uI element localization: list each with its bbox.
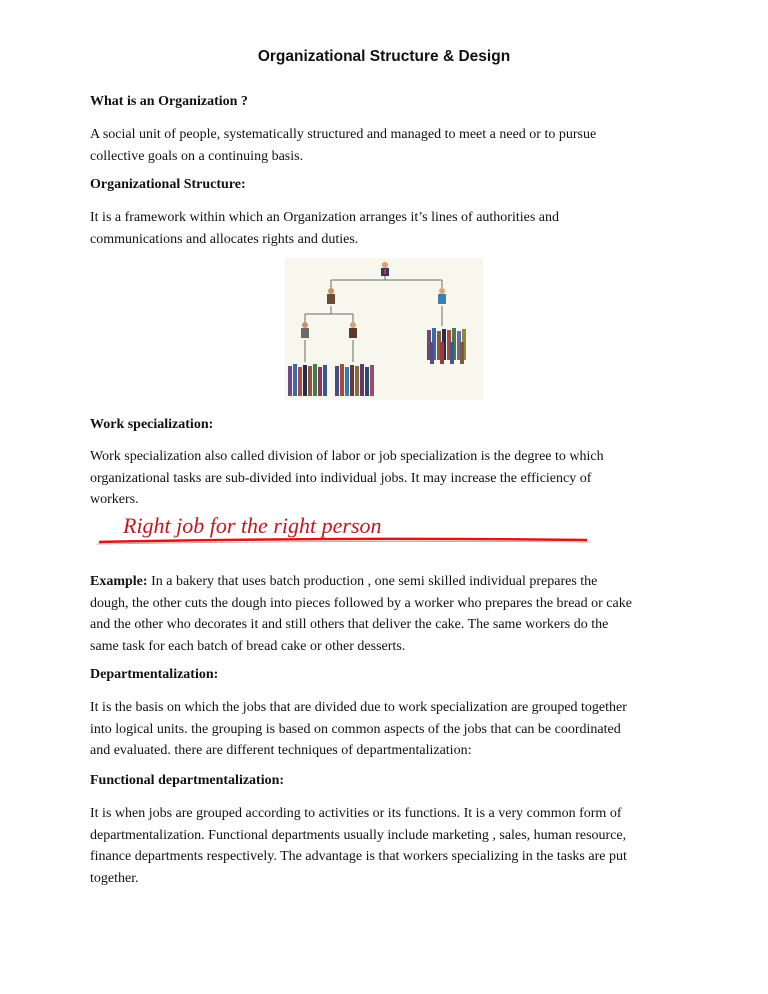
page-title: Organizational Structure & Design [257, 48, 511, 65]
section-body [90, 207, 690, 250]
section-body [90, 803, 690, 889]
section-heading: What is an Organization ? [90, 94, 248, 109]
body-line: and evaluated. there are different techniques of departmentalization: [90, 743, 472, 758]
crowd-group-middle [335, 364, 374, 396]
section-body [90, 446, 690, 511]
person-icon [327, 288, 335, 304]
body-line-text: In a bakery that uses batch production , one semi skilled individual prepares the [151, 574, 598, 589]
person-icon [381, 262, 389, 276]
person-icon [438, 288, 446, 304]
body-line: together. [90, 870, 139, 886]
section-heading: Functional departmentalization: [90, 773, 285, 788]
body-line: A social unit of people, systematically structured and managed to meet a need or to pursue [90, 127, 597, 142]
right-job-banner [95, 511, 595, 551]
body-line: and the other who decorates it and still others that deliver the cake. The same workers do the [90, 617, 609, 632]
banner-drawing [95, 511, 595, 551]
body-line: same task for each batch of bread cake or other desserts. [90, 638, 406, 654]
body-line: finance departments respectively. The advantage is that workers specializing in the tasks are put [90, 849, 627, 864]
body-line: organizational tasks are sub-divided into individual jobs. It may increase the efficiency of [90, 470, 592, 486]
body-line: communications and allocates rights and duties. [90, 231, 359, 247]
person-icon [349, 322, 357, 338]
body-line: Work specialization also called division of labor or job specialization is the degree to which [90, 449, 604, 464]
crowd-group-left [288, 364, 327, 396]
section-body [90, 124, 690, 167]
example-paragraph [90, 571, 690, 657]
org-chart-image [285, 258, 483, 400]
body-line: It is a framework within which an Organization arranges it’s lines of authorities and [90, 210, 559, 225]
body-line: workers. [90, 492, 139, 507]
section-heading: Departmentalization: [90, 667, 219, 682]
body-line: It is when jobs are grouped according to activities or its functions. It is a very common form of [90, 806, 622, 821]
body-line: into logical units. the grouping is based on common aspects of the jobs that can be coordinated [90, 721, 621, 737]
crowd-group-right [427, 328, 466, 364]
org-chart-drawing [285, 258, 483, 400]
body-line: dough, the other cuts the dough into pieces followed by a worker who prepares the bread or cake [90, 595, 632, 611]
body-line [90, 571, 690, 593]
body-line: collective goals on a continuing basis. [90, 148, 304, 164]
body-line: It is the basis on which the jobs that are divided due to work specialization are grouped together [90, 700, 627, 715]
section-heading: Work specialization: [90, 417, 214, 432]
banner-text: Right job for the right person [123, 513, 382, 538]
body-line: departmentalization. Functional departments usually include marketing , sales, human resource, [90, 827, 627, 843]
section-heading: Organizational Structure: [90, 177, 246, 192]
section-body [90, 697, 690, 762]
person-icon [301, 322, 309, 338]
example-label: Example: [90, 574, 148, 589]
